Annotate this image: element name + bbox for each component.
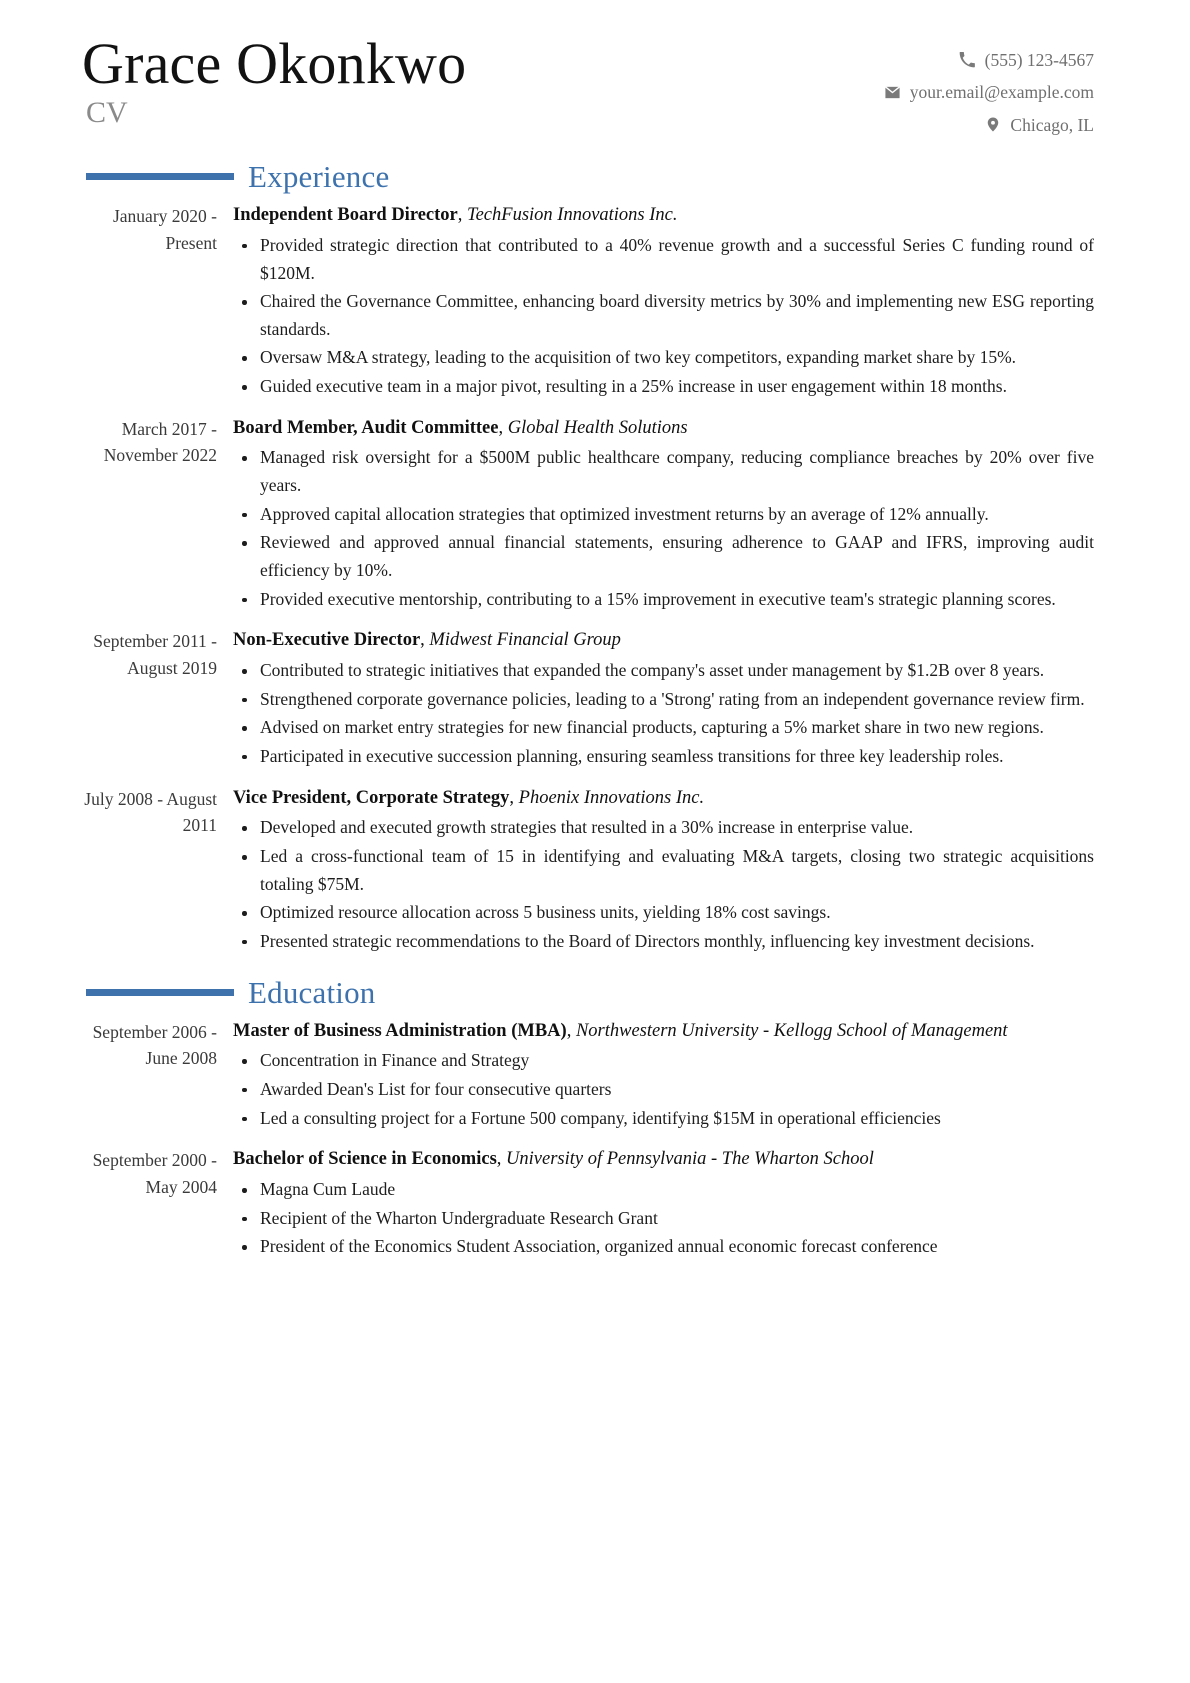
- contact-location-row[interactable]: [884, 109, 1094, 141]
- entry-date: March 2017 - November 2022: [103, 418, 217, 466]
- contact-email-text: your.email@example.com: [909, 82, 1094, 103]
- entry-title: [233, 415, 1094, 443]
- entry-role: Vice President, Corporate Strategy: [233, 787, 510, 808]
- entry-bullet-list: [233, 657, 1094, 771]
- section-title: Education: [248, 974, 376, 1010]
- entry-date: September 2000 - May 2004: [92, 1150, 217, 1197]
- entry-title: [233, 627, 1094, 655]
- entry-organization: TechFusion Innovations Inc.: [467, 205, 678, 226]
- entry-bullet: Guided executive team in a major pivot, resulting in a 25% increase in user engagement within 18 months.: [233, 373, 1094, 401]
- cv-entry: [70, 627, 1094, 771]
- entry-body: [233, 1018, 1094, 1134]
- entry-bullet: Provided strategic direction that contributed to a 40% revenue growth and a successful Series C funding round of $120M.: [233, 232, 1094, 287]
- entry-role: Non-Executive Director: [233, 630, 421, 651]
- entry-date: September 2011 - August 2019: [93, 631, 217, 678]
- contact-block: [884, 34, 1094, 141]
- section-title: Experience: [248, 159, 390, 195]
- entry-bullet: Magna Cum Laude: [233, 1176, 1094, 1204]
- cv-entry: [70, 1146, 1094, 1262]
- section-accent-rule: [86, 173, 234, 180]
- entry-bullet: Optimized resource allocation across 5 business units, yielding 18% cost savings.: [233, 899, 1094, 927]
- entry-bullet-list: [233, 444, 1094, 613]
- entry-body: [233, 202, 1094, 402]
- entry-title: [233, 202, 1094, 230]
- cv-sections: [70, 161, 1094, 1262]
- entry-bullet: Strengthened corporate governance policies, leading to a 'Strong' rating from an independent governance review firm.: [233, 686, 1094, 714]
- entry-separator: ,: [496, 1149, 507, 1170]
- entry-organization: Global Health Solutions: [507, 417, 688, 438]
- candidate-name: Grace Okonkwo: [82, 31, 467, 96]
- document-subtitle: CV: [86, 96, 128, 130]
- entry-bullet-list: [233, 232, 1094, 401]
- entry-bullet: Presented strategic recommendations to the Board of Directors monthly, influencing key investment decisions.: [233, 928, 1094, 956]
- entry-role: Master of Business Administration (MBA): [233, 1020, 567, 1041]
- entry-organization: University of Pennsylvania - The Wharton School: [506, 1149, 874, 1170]
- entry-bullet: Reviewed and approved annual financial statements, ensuring adherence to GAAP and IFRS, improving audit efficiency by 10%.: [233, 529, 1094, 584]
- cv-header: [70, 31, 1094, 141]
- entry-separator: ,: [457, 205, 467, 226]
- entry-organization: Phoenix Innovations Inc.: [518, 787, 705, 808]
- entry-separator: ,: [566, 1020, 576, 1041]
- entry-bullet: Participated in executive succession planning, ensuring seamless transitions for three key leadership roles.: [233, 743, 1094, 771]
- entry-bullet: Approved capital allocation strategies that optimized investment returns by an average of 12% annually.: [233, 501, 1094, 529]
- contact-phone-text: (555) 123-4567: [984, 50, 1094, 70]
- contact-email-row[interactable]: [884, 76, 1094, 108]
- entry-bullet: President of the Economics Student Association, organized annual economic forecast conference: [233, 1233, 1094, 1261]
- entry-title: [233, 1018, 1094, 1046]
- entry-organization: Northwestern University - Kellogg School of Management: [575, 1020, 1008, 1041]
- contact-phone-row[interactable]: [884, 44, 1094, 76]
- entry-role: Board Member, Audit Committee: [233, 417, 499, 438]
- entry-body: [233, 415, 1094, 615]
- entry-bullet: Managed risk oversight for a $500M public healthcare company, reducing compliance breaches by 20% over five years.: [233, 444, 1094, 499]
- entry-separator: ,: [420, 630, 430, 651]
- entry-bullet-list: [233, 1047, 1094, 1132]
- header-identity: [70, 31, 467, 130]
- entry-separator: ,: [509, 787, 519, 808]
- entry-bullet: Provided executive mentorship, contributing to a 15% improvement in executive team's strategic planning scores.: [233, 586, 1094, 614]
- entry-bullet: Awarded Dean's List for four consecutive quarters: [233, 1076, 1094, 1104]
- entry-bullet: Oversaw M&A strategy, leading to the acquisition of two key competitors, expanding market share by 15%.: [233, 344, 1094, 372]
- entry-bullet: Led a consulting project for a Fortune 500 company, identifying $15M in operational efficiencies: [233, 1105, 1094, 1133]
- entry-bullet: Chaired the Governance Committee, enhancing board diversity metrics by 30% and implementing new ESG reporting standards.: [233, 288, 1094, 343]
- section-header: [70, 974, 1094, 1010]
- entry-bullet: Contributed to strategic initiatives that expanded the company's asset under management by $1.2B over 8 years.: [233, 657, 1094, 685]
- section-accent-rule: [86, 989, 234, 996]
- entry-date: July 2008 - August 2011: [84, 788, 217, 836]
- entry-bullet-list: [233, 1176, 1094, 1261]
- entry-date: September 2006 - June 2008: [92, 1021, 217, 1069]
- entry-bullet: Recipient of the Wharton Undergraduate Research Grant: [233, 1205, 1094, 1233]
- entry-date: January 2020 - Present: [112, 206, 217, 253]
- entry-body: [233, 785, 1094, 957]
- entry-role: Independent Board Director: [233, 205, 458, 226]
- entry-bullet: Developed and executed growth strategies that resulted in a 30% increase in enterprise value.: [233, 814, 1094, 842]
- section-header: [70, 159, 1094, 195]
- entry-title: [233, 785, 1094, 813]
- entry-bullet: Concentration in Finance and Strategy: [233, 1047, 1094, 1075]
- entry-bullet: Led a cross-functional team of 15 in identifying and evaluating M&A targets, closing two strategic acquisitions totaling $75M.: [233, 843, 1094, 898]
- entry-body: [233, 627, 1094, 771]
- cv-entry: [70, 1018, 1094, 1134]
- cv-entry: [70, 202, 1094, 402]
- entry-separator: ,: [498, 417, 508, 438]
- map-pin-icon: [984, 116, 1001, 133]
- entry-role: Bachelor of Science in Economics: [233, 1149, 497, 1170]
- envelope-icon: [884, 84, 901, 101]
- entry-bullet-list: [233, 814, 1094, 955]
- entry-organization: Midwest Financial Group: [429, 630, 621, 651]
- entry-bullet: Advised on market entry strategies for new financial products, capturing a 5% market share in two new regions.: [233, 714, 1094, 742]
- entry-title: [233, 1146, 1094, 1174]
- phone-icon: [959, 52, 976, 69]
- cv-entry: [70, 415, 1094, 615]
- cv-entry: [70, 785, 1094, 957]
- entry-body: [233, 1146, 1094, 1262]
- contact-location-text: Chicago, IL: [1010, 114, 1094, 135]
